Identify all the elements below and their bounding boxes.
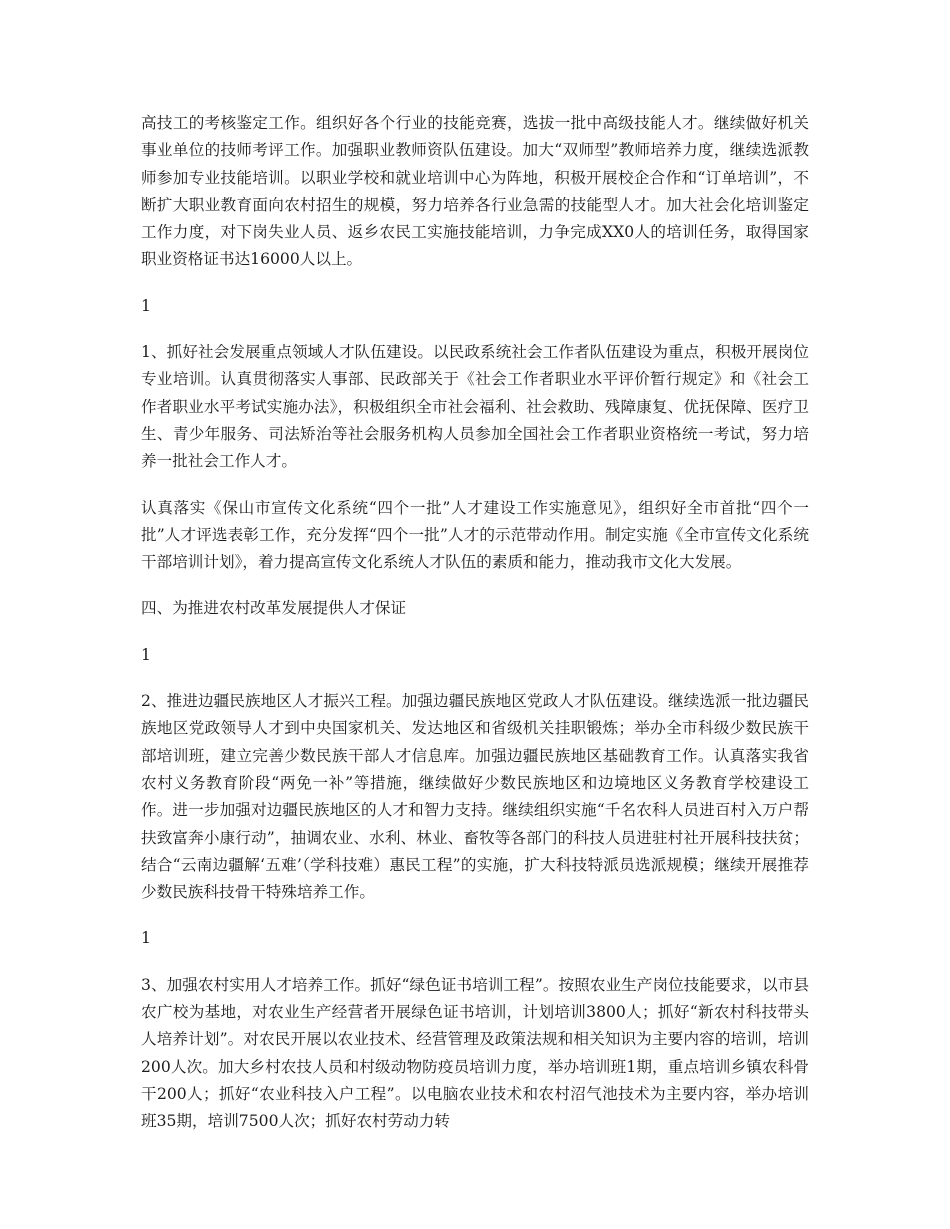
paragraph-skills-training: 高技工的考核鉴定工作。组织好各个行业的技能竞赛，选拔一批中高级技能人才。继续做好机关事业单位的技师考评工作。加强职业教师资队伍建设。加大“双师型”教师培养力度，继续选派教师参加专业技能培训。以职业学校和就业培训中心为阵地，积极开展校企合作和“订单培训”，不断扩大职业教育面向农村招生的规模，努力培养各行业急需的技能型人才。加大社会化培训鉴定工作力度，对下岗失业人员、返乡农民工实施技能培训，力争完成XX0人的培训任务，取得国家职业资格证书达16000人以上。 [141, 114, 809, 269]
page-number-marker: 1 [141, 296, 151, 315]
paragraph-propaganda-culture: 认真落实《保山市宣传文化系统“四个一批”人才建设工作实施意见》，组织好全市首批“四个一批”人才评选表彰工作，充分发挥“四个一批”人才的示范带动作用。制定实施《全市宣传文化系统干部培训计划》，着力提高宣传文化系统人才队伍的素质和能力，推动我市文化大发展。 [141, 498, 809, 572]
paragraph-rural-practical-talent: 3、加强农村实用人才培养工作。抓好“绿色证书培训工程”。按照农业生产岗位技能要求，以市县农广校为基地，对农业生产经营者开展绿色证书培训，计划培训3800人；抓好“新农村科技带头人培养计划”。对农民开展以农业技术、经营管理及政策法规和相关知识为主要内容的培训，培训200人次。加大乡村农技人员和村级动物防疫员培训力度，举办培训班1期，重点培训乡镇农科骨干200人；抓好“农业科技入户工程”。以电脑农业技术和农村沼气池技术为主要内容，举办培训班35期，培训7500人次；抓好农村劳动力转 [141, 975, 809, 1131]
page-number-marker: 1 [141, 929, 151, 948]
document-body [141, 110, 809, 1155]
paragraph-border-ethnic-areas: 2、推进边疆民族地区人才振兴工程。加强边疆民族地区党政人才队伍建设。继续选派一批边疆民族地区党政领导人才到中央国家机关、发达地区和省级机关挂职锻炼；举办全市科级少数民族干部培训班，建立完善少数民族干部人才信息库。加强边疆民族地区基础教育工作。认真落实我省农村义务教育阶段“两免一补”等措施，继续做好少数民族地区和边境地区义务教育学校建设工作。进一步加强对边疆民族地区的人才和智力支持。继续组织实施“千名农科人员进百村入万户帮扶致富奔小康行动”，抽调农业、水利、林业、畜牧等各部门的科技人员进驻村社开展科技扶贫；结合“云南边疆解‘五难’（学科技难）惠民工程”的实施，扩大科技特派员选派规模；继续开展推荐少数民族科技骨干特殊培养工作。 [141, 692, 809, 902]
paragraph-social-workers: 1、抓好社会发展重点领域人才队伍建设。以民政系统社会工作者队伍建设为重点，积极开展岗位专业培训。认真贯彻落实人事部、民政部关于《社会工作者职业水平评价暂行规定》和《社会工作者职业水平考试实施办法》，积极组织全市社会福利、社会救助、残障康复、优抚保障、医疗卫生、青少年服务、司法矫治等社会服务机构人员参加全国社会工作者职业资格统一考试，努力培养一批社会工作人才。 [141, 343, 809, 471]
section-heading-rural-reform: 四、为推进农村改革发展提供人才保证 [141, 599, 407, 618]
page-number-marker: 1 [141, 645, 151, 664]
